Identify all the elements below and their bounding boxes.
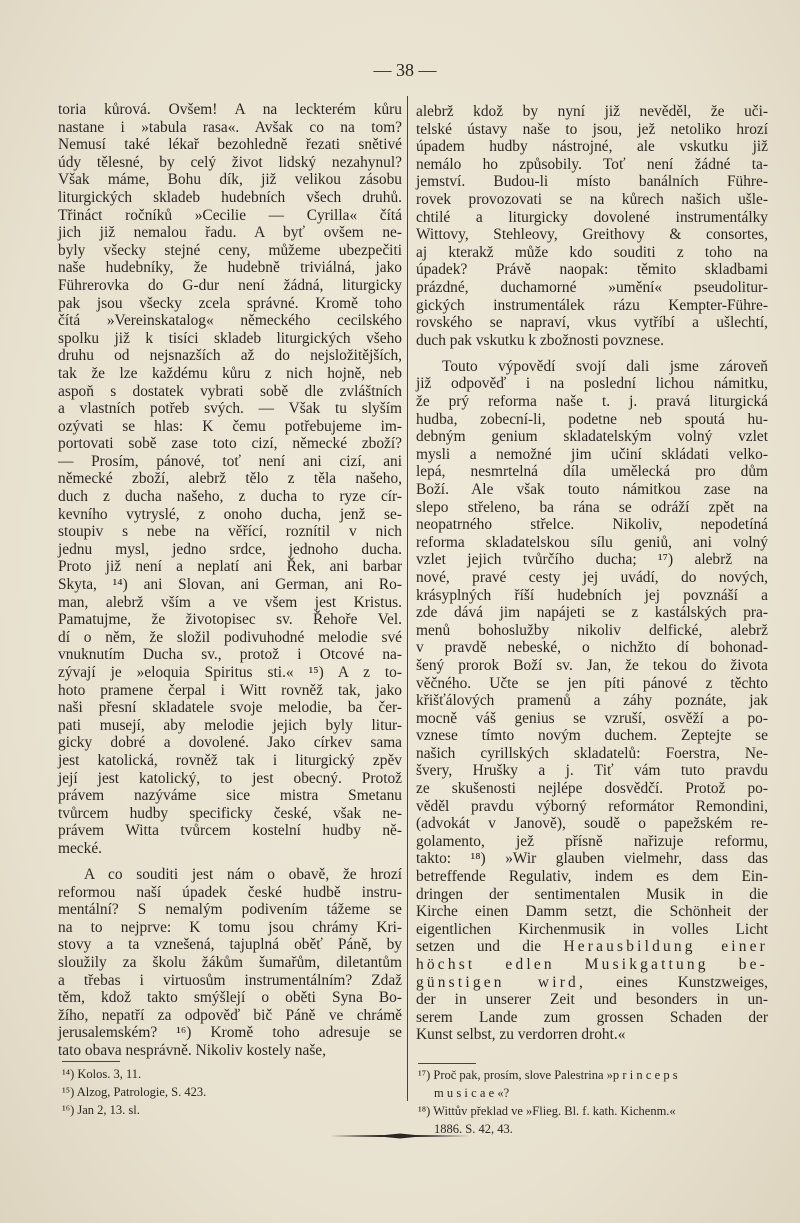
text-line: mecké.	[58, 839, 103, 857]
text-line: vnuknutím Ducha sv., protož i Otcové na-	[58, 646, 402, 664]
text-line: portovati sobě zase toto cizí, německé zboží?	[58, 435, 402, 453]
text-line: slepo střeleno, ba rána se odráží zpět na	[416, 498, 768, 516]
text-line: naše hudebníky, že hudebně triviálná, jako	[58, 259, 402, 277]
paragraph	[416, 103, 768, 349]
text-line: neopatrného střelce. Nikoliv, nepodetíná	[416, 516, 768, 534]
text-line: Nemusí také lékař bezohledně řezati snětivé	[58, 136, 402, 154]
text-segment: setzen und die	[416, 938, 564, 956]
text-line: — Prosím, pánové, toť není ani cizí, ani	[58, 452, 402, 470]
text-line: rovek provozovati se na kůrech našich ušle-	[416, 190, 768, 208]
text-line: ¹⁴) Kolos. 3, 11.	[62, 1067, 142, 1081]
text-line: stovy a ta vznešená, tajuplná oběť Páně, by	[58, 936, 402, 954]
text-line	[416, 974, 768, 992]
left-column	[58, 101, 402, 1068]
text-line: reformou naší úpadek české hudbě instru-	[58, 883, 402, 901]
text-line: ozývati se hlas: K čemu potřebujeme im-	[58, 417, 402, 435]
text-line: rovského se napraví, vkus vytříbí a ušlechtí,	[416, 314, 768, 332]
text-line: mocně váš genius se vzruší, osvěží a po-	[416, 709, 768, 727]
text-line: že prý reforma naše t. j. pravá liturgická	[416, 393, 768, 410]
text-line: údy tělesné, by celý život lidský nezahynul?	[58, 153, 402, 171]
text-line: der in unserer Zeit und besonders in un-	[416, 991, 768, 1009]
text-line: sloužily za školu žákům šumařům, diletantům	[58, 954, 402, 971]
text-line: (advokát v Janově), soudě o papežském re-	[416, 815, 768, 833]
right-column	[416, 103, 768, 1052]
text-line: křišťálových pramenů a záhy poznáte, jak	[416, 692, 768, 710]
text-line: tato obava nesprávně. Nikoliv kostely naše,	[58, 1041, 326, 1059]
text-line: gicky dobré a dovolené. Jako církev sama	[58, 734, 402, 752]
text-line: věčného. Učte se jen píti pánové z těchto	[416, 674, 768, 692]
text-line: alebrž kdož by nyní již nevěděl, že uči-	[416, 103, 768, 120]
text-line: nové, pravé cesty jej uvádí, do nových,	[416, 568, 768, 586]
text-line: pati musejí, aby melodie jejich byly litur-	[58, 716, 402, 734]
text-line: v pravdě nebeské, o nichžto dí bohonad-	[416, 639, 768, 657]
text-line: úpadek? Právě naopak: těmito skladbami	[416, 261, 768, 279]
text-line: a vlastních potřeb svých. — Však tu slyším	[58, 400, 402, 418]
text-line: nemálo ho způsobily. Toť není žádné ta-	[416, 155, 768, 173]
text-line: jerusalemském? ¹⁶) Kromě toho adresuje se	[58, 1024, 402, 1042]
page-number: — 38 —	[373, 60, 437, 80]
text-line: jemství. Budou-li místo banálních Führe-	[416, 173, 768, 191]
text-line: jednu mysl, jedno srdce, jednoho ducha.	[58, 540, 402, 558]
text-line: liturgických skladeb hudebních všech druhů.	[58, 188, 402, 206]
text-line	[418, 1066, 768, 1084]
text-line: debným genium skladatelským volný vzlet	[416, 428, 768, 446]
text-line: právem Witta tvůrcem kostelní hudby ně-	[58, 822, 402, 840]
text-line: serem Lande zum grossen Schaden der	[416, 1008, 768, 1026]
text-line: ¹⁵) Alzog, Patrologie, S. 423.	[62, 1085, 207, 1099]
text-line: toria kůrová. Ovšem! A na leckterém kůru	[58, 101, 402, 118]
text-line: již odpověď i na poslední lichou námitku,	[416, 375, 768, 393]
text-line: Touto výpovědí svojí dali jsme zároveň	[442, 357, 768, 375]
text-line: Proto již není a neplatí ani Řek, ani barbar	[58, 558, 402, 576]
text-line: Führerovka do G-dur není žádná, liturgicky	[58, 276, 402, 294]
text-line: kevního vytryslé, z onoho ducha, jenž se-	[58, 505, 402, 523]
footnote	[62, 1101, 392, 1119]
text-line: mysli a nemožné jim učiní skládati velko-	[416, 445, 768, 463]
text-line: úpadem hudby nástrojné, ale vskutku již	[416, 138, 768, 156]
text-line: šený prorok Boží sv. Jan, že tekou do života	[416, 656, 768, 674]
text-line: telské ústavy naše to jsou, jež netoliko hrozí	[416, 120, 768, 138]
text-line: lepá, nesmrtelná díla umělecká pro dům	[416, 463, 768, 481]
text-line: Kunst selbst, zu verdorren droht.«	[416, 1026, 626, 1044]
text-line: čítá »Vereinskatalog« německého cecilského	[58, 312, 402, 330]
end-ornament	[330, 1133, 470, 1139]
text-line: A co souditi jest nám o obavě, že hrozí	[84, 866, 402, 884]
text-line: ze skušenosti nejlépe dosvědčí. Protož po-	[416, 780, 768, 798]
footnote	[62, 1065, 392, 1083]
text-line: prázdné, duchamorné »umění« pseudolitur-	[416, 278, 768, 296]
text-line: ¹⁶) Jan 2, 13. sl.	[62, 1103, 140, 1117]
footnote	[62, 1083, 392, 1101]
text-line: švery, Hrušky a j. Tiť vám tuto pravdu	[416, 762, 768, 780]
text-line: betreffende Regulativ, indem es dem Ein-	[416, 868, 768, 886]
text-line: německé zboží, alebrž tělo z těla našeho,	[58, 470, 402, 488]
text-line: Skyta, ¹⁴) ani Slovan, ani German, ani Ro-	[58, 576, 402, 594]
column-divider	[407, 96, 408, 1101]
text-line: 1886. S. 42, 43.	[434, 1122, 513, 1136]
text-line: byly všecky stejné ceny, můžeme ubezpečiti	[58, 241, 402, 259]
footnote	[418, 1066, 768, 1102]
text-line: Wittovy, Stehleovy, Greithovy & consortes,	[416, 226, 768, 244]
text-line: tak že lze každému kůru z nich hojně, neb	[58, 364, 402, 382]
text-line: krásyplných říší hudebních jej povznáší a	[416, 586, 768, 604]
text-line: našich cyrillských skladatelů: Foerstra, Ne-	[416, 744, 768, 762]
text-line: Třináct ročníků »Cecilie — Cyrilla« čítá	[58, 206, 402, 224]
spaced-text: höchst edlen Musikgattung be-	[416, 956, 768, 973]
text-line: stoupiv s nebe na věřící, roznítil v nich	[58, 523, 402, 541]
text-line: mentální? S nemalým podivením tážeme se	[58, 901, 402, 919]
text-line: jich již nemalou řadu. A byť ovšem ne-	[58, 224, 402, 242]
text-line: golamento, jež přísně nařizuje reformu,	[416, 832, 768, 850]
text-line: duch pak vskutku k zbožnosti povznese.	[416, 331, 664, 349]
text-line: a třebas i virtuosům instrumentálním? Zdaž	[58, 971, 402, 989]
text-segment: «?	[497, 1086, 510, 1100]
text-segment: ¹⁷) Proč pak, prosím, slove Palestrina »	[418, 1068, 613, 1082]
text-line: těm, kdož takto smýšlejí o oběti Syna Bo-	[58, 989, 402, 1007]
text-line: man, alebrž vším a ve všem jest Kristus.	[58, 593, 402, 611]
text-line: vzlet jejich tvůrčího ducha; ¹⁷) alebrž na	[416, 551, 768, 569]
text-line: takto: ¹⁸) »Wir glauben vielmehr, dass das	[416, 850, 768, 868]
text-line: menů bohoslužby nikoliv delfické, alebrž	[416, 621, 768, 639]
footnote-separator	[62, 1061, 120, 1062]
text-line: gických instrumentálek rázu Kempter-Führe-	[416, 296, 768, 314]
text-line: eigentlichen Kirchenmusik in volles Licht	[416, 920, 768, 938]
text-line: naši přesní skladatele svoje melodie, ba čer-	[58, 699, 402, 717]
text-segment: eines Kunstzweiges,	[586, 973, 768, 991]
text-line: jest katolická, rovněž tak i liturgický zpěv	[58, 751, 402, 769]
right-footnotes	[418, 1066, 768, 1138]
text-line: žího, nepatří za odpověď bič Páně ve chrámě	[58, 1006, 402, 1024]
text-line: aj kterakž může kdo souditi z toho na	[416, 243, 768, 261]
paragraph	[58, 866, 402, 1060]
footnote	[418, 1102, 768, 1138]
spaced-text: günstigen wird,	[416, 973, 586, 991]
text-line: aspoň s dostatek vybrati sobě dle zvláštních	[58, 382, 402, 400]
text-line: Kirche einen Damm setzt, die Schönheit der	[416, 903, 768, 921]
paragraph	[416, 358, 768, 1044]
spaced-text: musicae	[434, 1086, 498, 1100]
text-line: dringen der sentimentalen Musik in die	[416, 885, 768, 903]
text-line	[416, 938, 768, 956]
text-line: zývají je »eloquia Spiritus sti.« ¹⁵) A z to-	[58, 664, 402, 681]
text-line: spolku již k tisíci skladeb liturgických všeho	[58, 329, 402, 347]
text-line: vznese tímto novým duchem. Zeptejte se	[416, 727, 768, 745]
text-line	[416, 956, 768, 974]
text-line: tvůrcem hudby specificky české, však ne-	[58, 804, 402, 822]
text-line: druhu od nejsnazších až do nejsložitějších,	[58, 347, 402, 365]
text-line: hudba, zobecní-li, podetne neb spoutá hu-	[416, 410, 768, 428]
text-line: dí o něm, že složil podivuhodné melodie své	[58, 628, 402, 646]
text-line: její jest katolický, to jest obecný. Protož	[58, 769, 402, 787]
text-line: věděl pravdu výborný reformátor Remondini,	[416, 797, 768, 815]
spaced-text: Herausbildung einer	[563, 938, 768, 956]
text-line: chtilé a liturgicky dovolené instrumentálky	[416, 208, 768, 226]
text-line: duch z ducha našeho, z ducha to ryze cír-	[58, 488, 402, 506]
text-line: reforma skladatelskou sílu geniů, ani volný	[416, 533, 768, 551]
text-line: zde dává jim napájeti se z kastálských pra-	[416, 604, 768, 622]
spaced-text: princeps	[612, 1068, 681, 1082]
text-line: ¹⁸) Wittův překlad ve »Flieg. Bl. f. kath. Kichenm.«	[418, 1104, 676, 1118]
paragraph	[58, 101, 402, 858]
text-line	[418, 1084, 768, 1102]
text-line: nastane i »tabula rasa«. Avšak co na tom?	[58, 118, 402, 136]
text-line: Boží. Ale však touto námitkou zase na	[416, 480, 768, 498]
footnote-separator	[418, 1063, 476, 1064]
text-line: na to nejprve: K tomu jsou chrámy Kri-	[58, 918, 402, 936]
text-line: pak jsou všecky zcela správné. Kromě toho	[58, 294, 402, 312]
text-line: hoto pramene čerpal i Witt rovněž tak, jako	[58, 681, 402, 699]
left-footnotes	[62, 1065, 392, 1119]
text-line: právem nazýváme sice mistra Smetanu	[58, 787, 402, 805]
text-line: Však máme, Bohu dík, již velikou zásobu	[58, 171, 402, 189]
text-line: Pamatujme, že životopisec sv. Řehoře Vel.	[58, 611, 402, 629]
